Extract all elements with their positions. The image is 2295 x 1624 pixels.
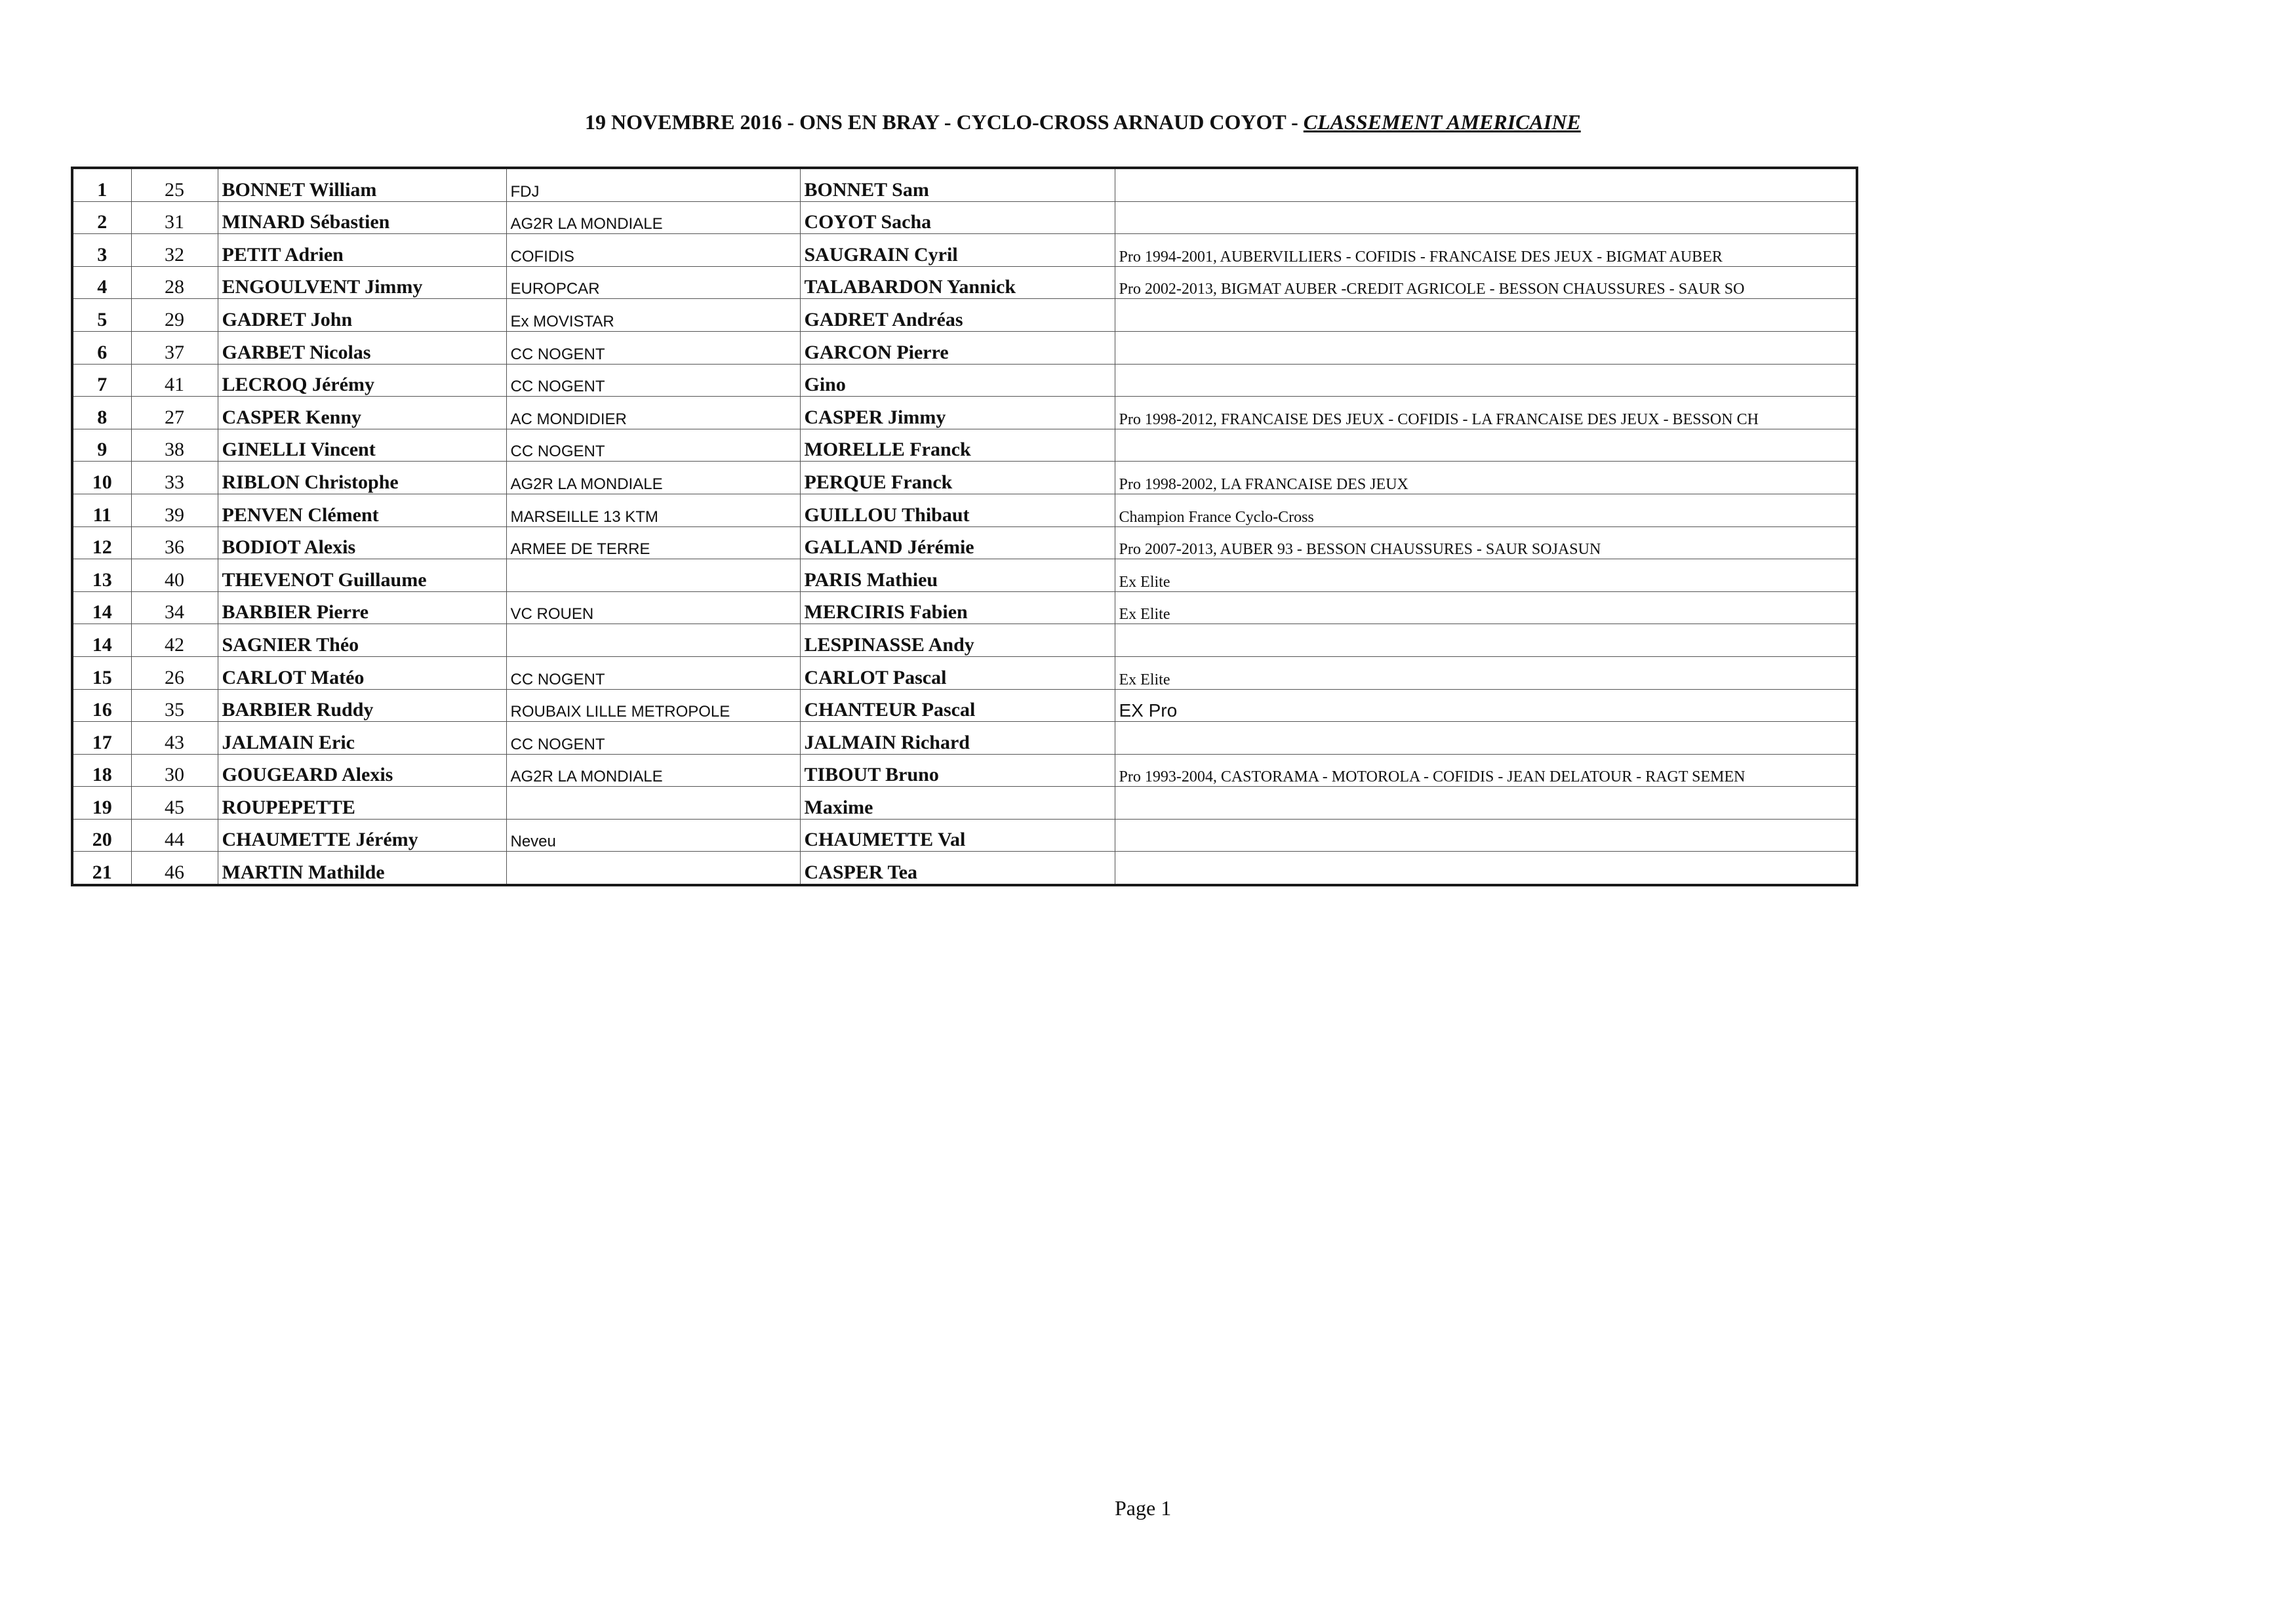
team-cell bbox=[506, 624, 800, 657]
team-cell: AG2R LA MONDIALE bbox=[506, 201, 800, 234]
partner-note-cell: Pro 2002-2013, BIGMAT AUBER -CREDIT AGRICOLE - BESSON CHAUSSURES - SAUR SO bbox=[1115, 266, 1857, 299]
partner-name-cell: GADRET Andréas bbox=[800, 299, 1115, 332]
bib-number-cell: 42 bbox=[131, 624, 218, 657]
partner-note-cell: Pro 1998-2002, LA FRANCAISE DES JEUX bbox=[1115, 462, 1857, 494]
rider-name-cell: CASPER Kenny bbox=[218, 397, 506, 429]
team-cell bbox=[506, 787, 800, 820]
rider-name-cell: BODIOT Alexis bbox=[218, 526, 506, 559]
partner-name-cell: PERQUE Franck bbox=[800, 462, 1115, 494]
team-cell bbox=[506, 852, 800, 885]
rank-cell: 9 bbox=[72, 429, 131, 462]
team-cell: CC NOGENT bbox=[506, 429, 800, 462]
partner-name-cell: Maxime bbox=[800, 787, 1115, 820]
bib-number-cell: 37 bbox=[131, 331, 218, 364]
table-row bbox=[72, 754, 1857, 787]
partner-name-cell: GALLAND Jérémie bbox=[800, 526, 1115, 559]
rank-cell: 8 bbox=[72, 397, 131, 429]
partner-name-cell: SAUGRAIN Cyril bbox=[800, 234, 1115, 267]
bib-number-cell: 32 bbox=[131, 234, 218, 267]
table-row bbox=[72, 559, 1857, 592]
team-cell: Ex MOVISTAR bbox=[506, 299, 800, 332]
rank-cell: 1 bbox=[72, 168, 131, 201]
team-cell: CC NOGENT bbox=[506, 364, 800, 397]
partner-note-cell: Ex Elite bbox=[1115, 656, 1857, 689]
rider-name-cell: JALMAIN Eric bbox=[218, 722, 506, 755]
table-row bbox=[72, 266, 1857, 299]
bib-number-cell: 27 bbox=[131, 397, 218, 429]
partner-name-cell: CASPER Jimmy bbox=[800, 397, 1115, 429]
partner-note-cell bbox=[1115, 201, 1857, 234]
rider-name-cell: CHAUMETTE Jérémy bbox=[218, 819, 506, 852]
rank-cell: 13 bbox=[72, 559, 131, 592]
rider-name-cell: CARLOT Matéo bbox=[218, 656, 506, 689]
rank-cell: 12 bbox=[72, 526, 131, 559]
rank-cell: 19 bbox=[72, 787, 131, 820]
rider-name-cell: MINARD Sébastien bbox=[218, 201, 506, 234]
rank-cell: 6 bbox=[72, 331, 131, 364]
bib-number-cell: 26 bbox=[131, 656, 218, 689]
bib-number-cell: 45 bbox=[131, 787, 218, 820]
rank-cell: 16 bbox=[72, 689, 131, 722]
partner-name-cell: MERCIRIS Fabien bbox=[800, 591, 1115, 624]
bib-number-cell: 29 bbox=[131, 299, 218, 332]
partner-note-cell: Pro 1993-2004, CASTORAMA - MOTOROLA - COFIDIS - JEAN DELATOUR - RAGT SEMEN bbox=[1115, 754, 1857, 787]
table-row bbox=[72, 462, 1857, 494]
title-main: 19 NOVEMBRE 2016 - ONS EN BRAY - CYCLO-CROSS ARNAUD COYOT - bbox=[585, 110, 1304, 134]
partner-note-cell: Pro 2007-2013, AUBER 93 - BESSON CHAUSSURES - SAUR SOJASUN bbox=[1115, 526, 1857, 559]
partner-name-cell: CASPER Tea bbox=[800, 852, 1115, 885]
bib-number-cell: 39 bbox=[131, 494, 218, 526]
partner-name-cell: PARIS Mathieu bbox=[800, 559, 1115, 592]
table-row bbox=[72, 234, 1857, 267]
rider-name-cell: BONNET William bbox=[218, 168, 506, 201]
partner-name-cell: Gino bbox=[800, 364, 1115, 397]
rider-name-cell: SAGNIER Théo bbox=[218, 624, 506, 657]
team-cell: Neveu bbox=[506, 819, 800, 852]
team-cell: CC NOGENT bbox=[506, 722, 800, 755]
partner-note-cell bbox=[1115, 331, 1857, 364]
table-row bbox=[72, 201, 1857, 234]
table-row bbox=[72, 787, 1857, 820]
rank-cell: 10 bbox=[72, 462, 131, 494]
table-row bbox=[72, 656, 1857, 689]
rider-name-cell: THEVENOT Guillaume bbox=[218, 559, 506, 592]
team-cell: CC NOGENT bbox=[506, 656, 800, 689]
partner-name-cell: MORELLE Franck bbox=[800, 429, 1115, 462]
table-row bbox=[72, 722, 1857, 755]
bib-number-cell: 30 bbox=[131, 754, 218, 787]
rank-cell: 14 bbox=[72, 591, 131, 624]
rank-cell: 14 bbox=[72, 624, 131, 657]
team-cell: ROUBAIX LILLE METROPOLE bbox=[506, 689, 800, 722]
partner-name-cell: TALABARDON Yannick bbox=[800, 266, 1115, 299]
bib-number-cell: 34 bbox=[131, 591, 218, 624]
table-row bbox=[72, 624, 1857, 657]
bib-number-cell: 43 bbox=[131, 722, 218, 755]
partner-name-cell: TIBOUT Bruno bbox=[800, 754, 1115, 787]
rank-cell: 21 bbox=[72, 852, 131, 885]
partner-note-cell bbox=[1115, 364, 1857, 397]
partner-note-cell: Ex Elite bbox=[1115, 591, 1857, 624]
team-cell bbox=[506, 559, 800, 592]
rider-name-cell: GARBET Nicolas bbox=[218, 331, 506, 364]
table-row bbox=[72, 429, 1857, 462]
rider-name-cell: ROUPEPETTE bbox=[218, 787, 506, 820]
table-row bbox=[72, 299, 1857, 332]
bib-number-cell: 44 bbox=[131, 819, 218, 852]
rank-cell: 11 bbox=[72, 494, 131, 526]
bib-number-cell: 36 bbox=[131, 526, 218, 559]
partner-note-cell bbox=[1115, 429, 1857, 462]
partner-note-cell bbox=[1115, 787, 1857, 820]
rank-cell: 7 bbox=[72, 364, 131, 397]
bib-number-cell: 46 bbox=[131, 852, 218, 885]
rank-cell: 18 bbox=[72, 754, 131, 787]
rank-cell: 2 bbox=[72, 201, 131, 234]
partner-note-cell bbox=[1115, 624, 1857, 657]
partner-name-cell: JALMAIN Richard bbox=[800, 722, 1115, 755]
bib-number-cell: 35 bbox=[131, 689, 218, 722]
results-table bbox=[71, 167, 1858, 886]
table-row bbox=[72, 852, 1857, 885]
partner-name-cell: CARLOT Pascal bbox=[800, 656, 1115, 689]
partner-note-cell bbox=[1115, 722, 1857, 755]
table-row bbox=[72, 168, 1857, 201]
table-row bbox=[72, 364, 1857, 397]
rank-cell: 15 bbox=[72, 656, 131, 689]
team-cell: ARMEE DE TERRE bbox=[506, 526, 800, 559]
page-number: Page 1 bbox=[1115, 1496, 1172, 1520]
partner-note-cell: Ex Elite bbox=[1115, 559, 1857, 592]
partner-name-cell: CHANTEUR Pascal bbox=[800, 689, 1115, 722]
team-cell: MARSEILLE 13 KTM bbox=[506, 494, 800, 526]
table-row bbox=[72, 819, 1857, 852]
team-cell: AG2R LA MONDIALE bbox=[506, 754, 800, 787]
rider-name-cell: GINELLI Vincent bbox=[218, 429, 506, 462]
rider-name-cell: RIBLON Christophe bbox=[218, 462, 506, 494]
bib-number-cell: 28 bbox=[131, 266, 218, 299]
table-row bbox=[72, 526, 1857, 559]
team-cell: CC NOGENT bbox=[506, 331, 800, 364]
bib-number-cell: 33 bbox=[131, 462, 218, 494]
rank-cell: 3 bbox=[72, 234, 131, 267]
partner-name-cell: CHAUMETTE Val bbox=[800, 819, 1115, 852]
partner-name-cell: GARCON Pierre bbox=[800, 331, 1115, 364]
rider-name-cell: GADRET John bbox=[218, 299, 506, 332]
team-cell: VC ROUEN bbox=[506, 591, 800, 624]
team-cell: FDJ bbox=[506, 168, 800, 201]
table-row bbox=[72, 331, 1857, 364]
title-emphasis: CLASSEMENT AMERICAINE bbox=[1303, 110, 1581, 134]
rank-cell: 17 bbox=[72, 722, 131, 755]
table-row bbox=[72, 591, 1857, 624]
partner-note-cell: Champion France Cyclo-Cross bbox=[1115, 494, 1857, 526]
rank-cell: 4 bbox=[72, 266, 131, 299]
title-text bbox=[585, 110, 1581, 134]
rider-name-cell: LECROQ Jérémy bbox=[218, 364, 506, 397]
rider-name-cell: PETIT Adrien bbox=[218, 234, 506, 267]
bib-number-cell: 40 bbox=[131, 559, 218, 592]
partner-note-cell bbox=[1115, 852, 1857, 885]
partner-note-cell bbox=[1115, 299, 1857, 332]
rider-name-cell: ENGOULVENT Jimmy bbox=[218, 266, 506, 299]
rider-name-cell: MARTIN Mathilde bbox=[218, 852, 506, 885]
partner-name-cell: COYOT Sacha bbox=[800, 201, 1115, 234]
partner-note-cell bbox=[1115, 819, 1857, 852]
team-cell: COFIDIS bbox=[506, 234, 800, 267]
rider-name-cell: PENVEN Clément bbox=[218, 494, 506, 526]
results-body bbox=[72, 168, 1857, 885]
bib-number-cell: 38 bbox=[131, 429, 218, 462]
partner-name-cell: GUILLOU Thibaut bbox=[800, 494, 1115, 526]
rider-name-cell: BARBIER Ruddy bbox=[218, 689, 506, 722]
partner-note-cell: EX Pro bbox=[1115, 689, 1857, 722]
rider-name-cell: GOUGEARD Alexis bbox=[218, 754, 506, 787]
bib-number-cell: 31 bbox=[131, 201, 218, 234]
team-cell: EUROPCAR bbox=[506, 266, 800, 299]
rider-name-cell: BARBIER Pierre bbox=[218, 591, 506, 624]
partner-name-cell: BONNET Sam bbox=[800, 168, 1115, 201]
table-row bbox=[72, 397, 1857, 429]
partner-note-cell: Pro 1998-2012, FRANCAISE DES JEUX - COFIDIS - LA FRANCAISE DES JEUX - BESSON CH bbox=[1115, 397, 1857, 429]
table-row bbox=[72, 689, 1857, 722]
rank-cell: 20 bbox=[72, 819, 131, 852]
rank-cell: 5 bbox=[72, 299, 131, 332]
table-row bbox=[72, 494, 1857, 526]
partner-note-cell: Pro 1994-2001, AUBERVILLIERS - COFIDIS - FRANCAISE DES JEUX - BIGMAT AUBER bbox=[1115, 234, 1857, 267]
bib-number-cell: 41 bbox=[131, 364, 218, 397]
bib-number-cell: 25 bbox=[131, 168, 218, 201]
partner-note-cell bbox=[1115, 168, 1857, 201]
partner-name-cell: LESPINASSE Andy bbox=[800, 624, 1115, 657]
team-cell: AC MONDIDIER bbox=[506, 397, 800, 429]
team-cell: AG2R LA MONDIALE bbox=[506, 462, 800, 494]
